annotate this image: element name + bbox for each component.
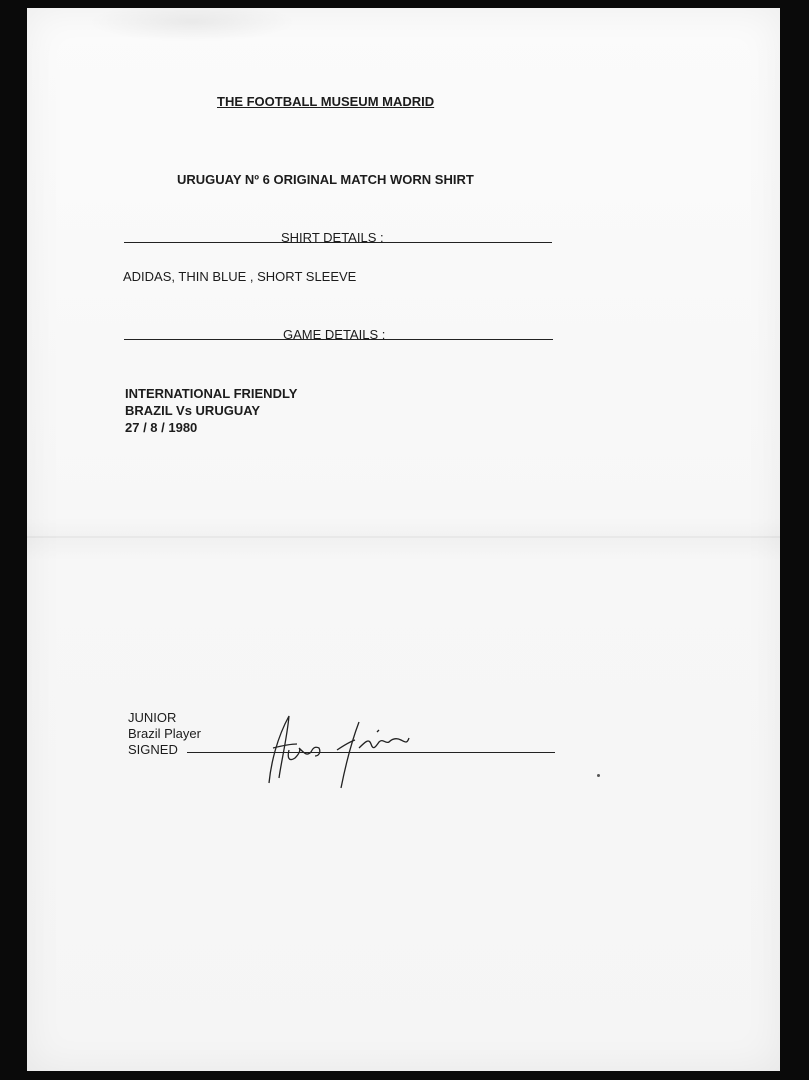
shirt-details-label: SHIRT DETAILS : — [281, 230, 384, 245]
page-curl-shadow — [87, 2, 297, 42]
signed-label: SIGNED — [128, 742, 178, 757]
player-role: Brazil Player — [128, 726, 201, 741]
shirt-details-value: ADIDAS, THIN BLUE , SHORT SLEEVE — [123, 269, 357, 284]
document-page — [27, 8, 780, 1071]
shirt-title: URUGUAY Nº 6 ORIGINAL MATCH WORN SHIRT — [177, 172, 474, 187]
museum-heading: THE FOOTBALL MUSEUM MADRID — [217, 94, 435, 109]
game-teams: BRAZIL Vs URUGUAY — [125, 403, 261, 418]
game-date: 27 / 8 / 1980 — [125, 420, 198, 435]
page-fold-line — [27, 536, 780, 538]
game-details-label: GAME DETAILS : — [283, 327, 386, 342]
player-name: JUNIOR — [128, 710, 177, 725]
paper-speck — [597, 774, 600, 777]
game-type: INTERNATIONAL FRIENDLY — [125, 386, 298, 401]
handwritten-signature — [259, 708, 419, 798]
